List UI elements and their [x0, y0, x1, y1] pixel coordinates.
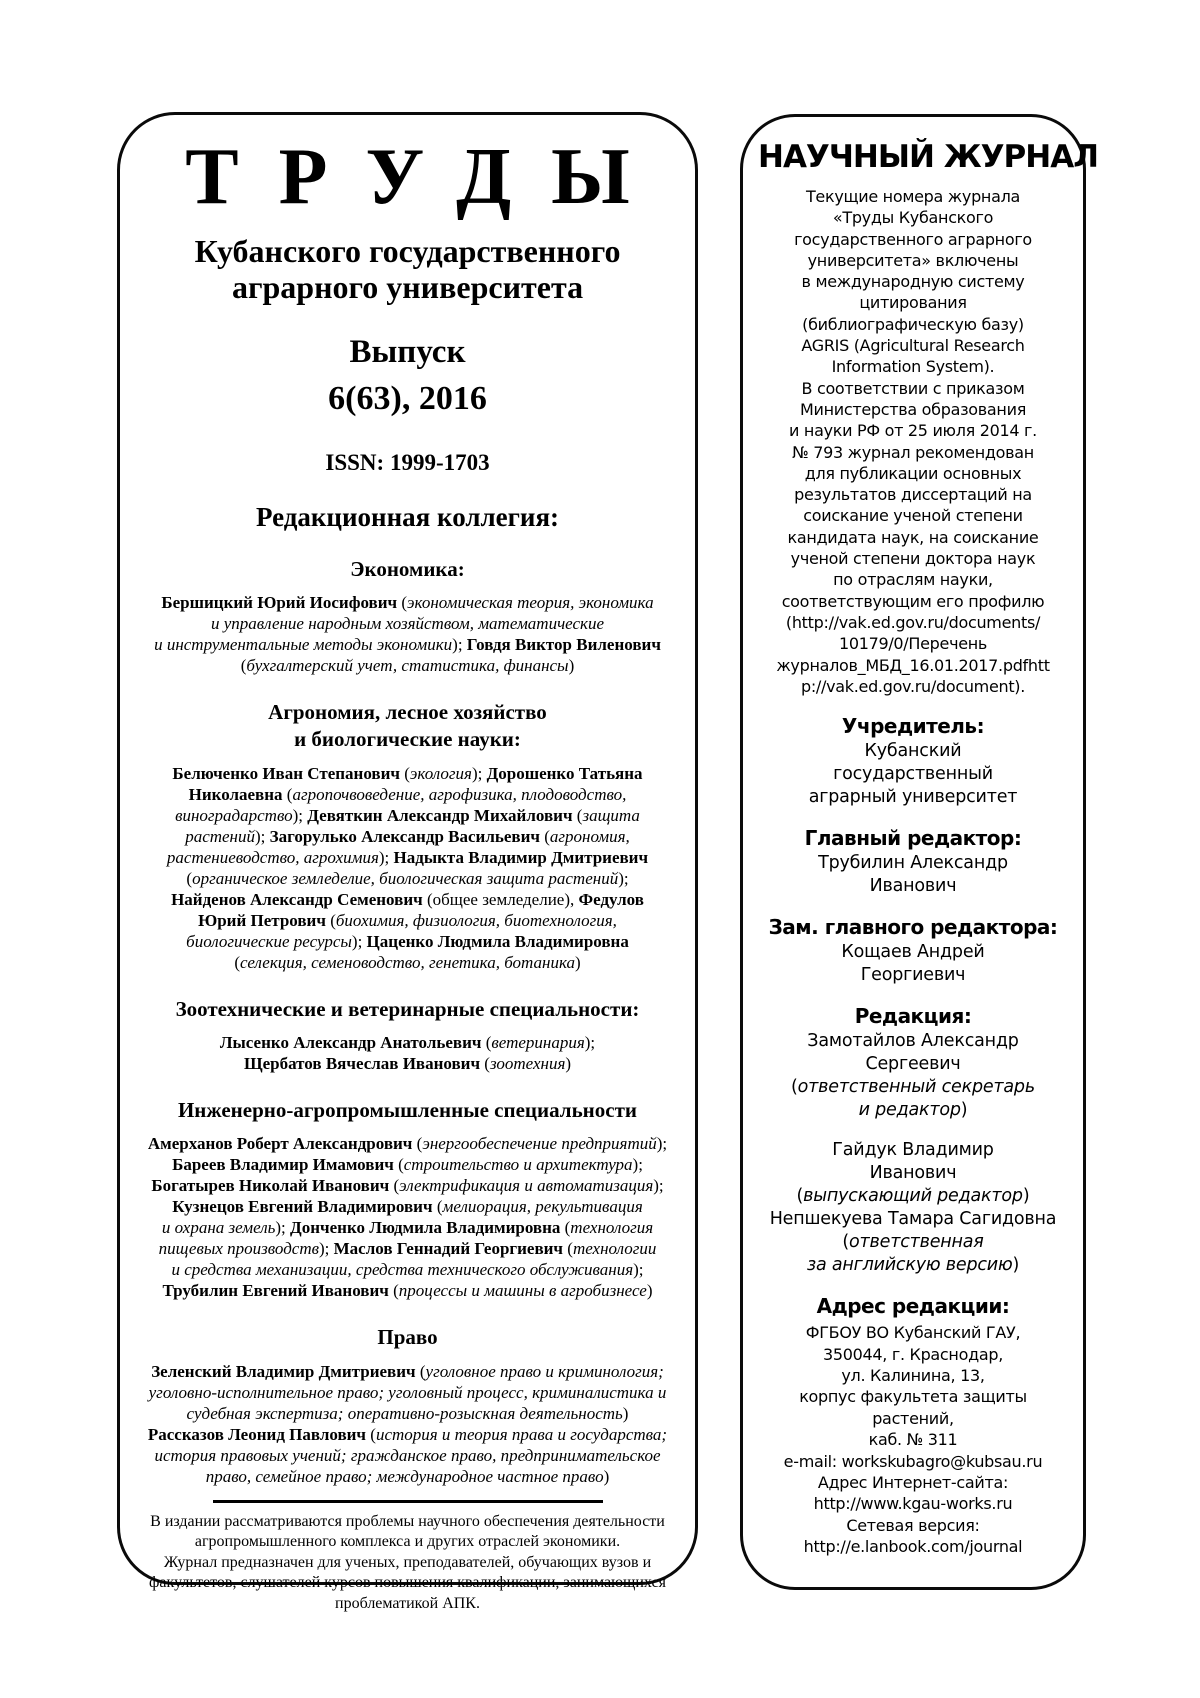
- editorial-staff-member-1: Замотайлов Александр Сергеевич (ответственный секретарь и редактор): [791, 1031, 1035, 1121]
- section-economics-members: Бершицкий Юрий Иосифович (экономическая теория, экономика и управление народным хозяйством, математические и инструментальные методы экономики); Говдя Виктор Виленович (бухгалтерский учет, статистика, финансы): [154, 593, 661, 676]
- scientific-journal-heading: НАУЧНЫЙ ЖУРНАЛ: [758, 139, 1098, 175]
- section-agronomy-members: Белюченко Иван Степанович (экология); Дорошенко Татьяна Николаевна (агропочвоведение, агрофизика, плодоводство, виноградарство); Девяткин Александр Михайлович (защита растений); Загорулько Александр Васильевич (агрономия, растениеводство, агрохимия); Надыкта Владимир Дмитриевич (органическое земледелие, биологическая защита растений); Найденов Александр Семенович (общее земледелие), Федулов Юрий Петрович (биохимия, физиология, биотехнология, биологические ресурсы); Цаценко Людмила Владимировна (селекция, семеноводство, генетика, ботаника): [166, 763, 649, 972]
- editorial-staff-member-2: Гайдук Владимир Иванович (выпускающий редактор) Непшекуева Тамара Сагидовна (ответственная за английскую версию): [769, 1140, 1057, 1276]
- editorial-board-heading: Редакционная коллегия:: [255, 501, 560, 532]
- section-economics-heading: Экономика:: [350, 556, 465, 581]
- issn-number: ISSN: 1999-1703: [325, 449, 490, 475]
- deputy-editor-heading: Зам. главного редактора:: [768, 915, 1058, 940]
- journal-subtitle: Кубанского государственного аграрного университета: [194, 232, 621, 306]
- journal-scope-note: В издании рассматриваются проблемы научного обеспечения деятельности агропромышленного комплекса и других отраслей экономики. Журнал предназначен для ученых, преподавателей, обучающих вузов и факультетов, слушателей курсов повышения квалификации, занимающихся проблематикой АПК.: [149, 1512, 666, 1612]
- journal-title: ТРУДЫ: [185, 133, 670, 221]
- chief-editor-name: Трубилин Александр Иванович: [818, 853, 1008, 897]
- editorial-staff-heading: Редакция:: [854, 1004, 972, 1029]
- section-agronomy-heading: Агрономия, лесное хозяйство и биологические науки:: [268, 700, 547, 752]
- section-zootech-heading: Зоотехнические и ветеринарные специальности:: [175, 996, 640, 1021]
- section-law-heading: Право: [377, 1325, 438, 1350]
- deputy-editor-name: Кощаев Андрей Георгиевич: [841, 942, 985, 986]
- section-zootech-members: Лысенко Александр Анатольевич (ветеринария); Щербатов Вячеслав Иванович (зоотехния): [219, 1033, 596, 1074]
- citation-info-text: Текущие номера журнала «Труды Кубанского государственного аграрного университета» включены в международную систему цитирования (библиографическую базу) AGRIS (Agricultural Research Information System). В соответствии с приказом Министерства образования и науки РФ от 25 июля 2014 г. № 793 журнал рекомендован для публикации основных результатов диссертаций на соискание ученой степени кандидата наук, на соискание ученой степени доктора наук по отраслям науки, соответствующим его профилю (http://vak.ed.gov.ru/documents/ 10179/0/Перечень журналов_МБД_16.01.2017.pdfhtt p://vak.ed.gov.ru/document).: [776, 187, 1050, 696]
- section-engineering-heading: Инженерно-агропромышленные специальности: [177, 1098, 638, 1123]
- founder-name: Кубанский государственный аграрный университет: [808, 741, 1018, 808]
- editorial-address: ФГБОУ ВО Кубанский ГАУ, 350044, г. Краснодар, ул. Калинина, 13, корпус факультета защиты растений, каб. № 311 e-mail: workskubagro@kubsau.ru Адрес Интернет-сайта: http://www.kgau-works.ru Сетевая версия: http://e.lanbook.com/journal: [783, 1323, 1043, 1557]
- issue-label: Выпуск: [349, 334, 466, 371]
- editorial-address-heading: Адрес редакции:: [816, 1294, 1010, 1319]
- section-law-members: Зеленский Владимир Дмитриевич (уголовное право и криминология; уголовно-исполнительное право; уголовный процесс, криминалистика и судебная экспертиза; оперативно-розыскная деятельность) Рассказов Леонид Павлович (история и теория права и государства; история правовых учений; гражданское право, предпринимательское право, семейное право; международное частное право): [147, 1361, 668, 1486]
- issue-number: 6(63), 2016: [328, 380, 487, 418]
- divider-line: [213, 1500, 603, 1503]
- chief-editor-heading: Главный редактор:: [804, 826, 1022, 851]
- journal-info-panel: [740, 114, 1098, 1590]
- journal-title-panel: [117, 112, 698, 1612]
- section-engineering-members: Амерханов Роберт Александрович (энергообеспечение предприятий); Бареев Владимир Имамович (строительство и архитектура); Богатырев Николай Иванович (электрификация и автоматизация); Кузнецов Евгений Владимирович (мелиорация, рекультивация и охрана земель); Донченко Людмила Владимировна (технология пищевых производств); Маслов Геннадий Георгиевич (технологии и средства механизации, средства технического обслуживания); Трубилин Евгений Иванович (процессы и машины в агробизнесе): [147, 1134, 668, 1301]
- founder-heading: Учредитель:: [841, 714, 985, 739]
